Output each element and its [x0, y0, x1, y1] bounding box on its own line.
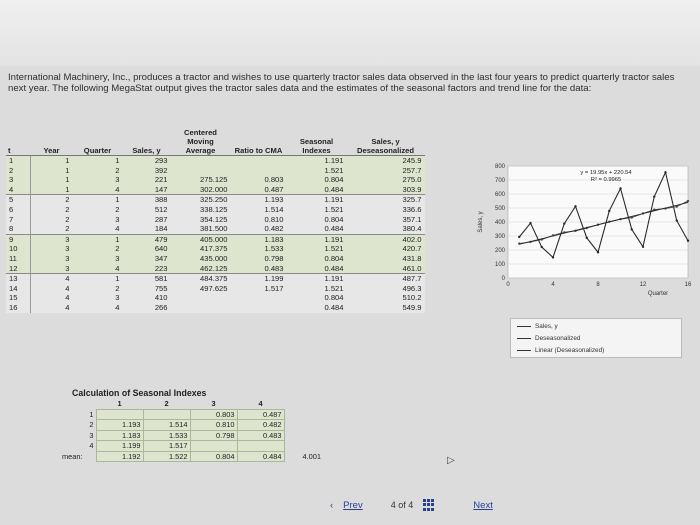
table-cell	[171, 293, 231, 303]
table-cell: 7	[6, 215, 31, 225]
table-cell	[171, 166, 231, 176]
col-header-year: Year	[31, 128, 73, 156]
table-cell: 15	[6, 293, 31, 303]
table-cell: 405.000	[171, 234, 231, 244]
question-text: International Machinery, Inc., produces a tractor and wishes to use quarterly tractor sales data observed in the last four years to predict quarterly tractor sales next year. The following MegaStat output gives the tractor sales data and the estimates of the seasonal factors and trend line for the data:	[8, 72, 675, 94]
table-cell: 462.125	[171, 264, 231, 274]
data-point	[619, 187, 621, 189]
table-cell: 5	[6, 195, 31, 205]
data-point	[586, 237, 588, 239]
chevron-left-icon[interactable]: ‹	[330, 499, 334, 511]
calc-col-header: 2	[164, 399, 169, 408]
table-cell: 3	[73, 215, 123, 225]
pagination	[330, 497, 540, 513]
table-cell: 2	[73, 166, 123, 176]
table-cell	[231, 303, 287, 313]
data-point	[597, 251, 599, 253]
table-cell: 402.0	[347, 234, 425, 244]
calc-cell: 0.803	[190, 409, 237, 420]
table-cell: 2	[31, 195, 73, 205]
table-cell: 581	[123, 274, 171, 284]
mean-label: mean:	[62, 451, 83, 461]
calc-col-header: 1	[117, 399, 122, 408]
table-cell: 2	[73, 244, 123, 254]
page-total: 4	[408, 500, 414, 510]
table-cell: 303.9	[347, 185, 425, 195]
calc-row	[60, 430, 323, 441]
table-cell	[231, 293, 287, 303]
table-row	[6, 224, 425, 234]
table-row	[6, 303, 425, 313]
table-cell: 13	[6, 274, 31, 284]
y-tick-label: 100	[494, 262, 505, 268]
next-button[interactable]: Next	[473, 499, 493, 511]
calc-cell	[143, 409, 190, 420]
table-cell: 287	[123, 215, 171, 225]
table-cell: 0.482	[231, 224, 287, 234]
table-cell: 0.484	[287, 303, 347, 313]
calc-row-label: 3	[89, 430, 94, 440]
calc-cell	[237, 441, 284, 452]
col-header-cma: Centered Moving Average	[171, 128, 231, 156]
y-tick-label: 600	[494, 192, 505, 198]
table-cell: 640	[123, 244, 171, 254]
table-row	[6, 244, 425, 254]
table-cell: 2	[6, 166, 31, 176]
y-tick-label: 200	[494, 248, 505, 254]
table-cell: 1	[31, 185, 73, 195]
prev-button[interactable]: Prev	[343, 499, 363, 511]
table-cell: 245.9	[347, 156, 425, 166]
data-point	[541, 246, 543, 248]
calc-cell: 1.517	[143, 441, 190, 452]
col-header-sales: Sales, y	[123, 128, 171, 156]
x-tick-label: 4	[551, 282, 555, 288]
table-cell: 275.125	[171, 175, 231, 185]
table-cell: 435.000	[171, 254, 231, 264]
table-cell	[171, 156, 231, 166]
table-cell: 4	[31, 303, 73, 313]
table-row	[6, 284, 425, 294]
table-cell: 2	[73, 284, 123, 294]
table-cell: 3	[31, 254, 73, 264]
table-cell: 147	[123, 185, 171, 195]
table-cell: 461.0	[347, 264, 425, 274]
col-header-t: t	[6, 128, 31, 156]
table-cell: 3	[73, 175, 123, 185]
mean-cell: 0.484	[237, 451, 284, 462]
y-tick-label: 500	[494, 206, 505, 212]
table-cell: 1.191	[287, 195, 347, 205]
calc-cell	[190, 441, 237, 452]
table-cell: 1	[73, 274, 123, 284]
x-tick-label: 12	[639, 282, 647, 288]
table-cell: 380.4	[347, 224, 425, 234]
data-point	[642, 246, 644, 248]
calc-cell: 0.483	[237, 430, 284, 441]
table-cell: 0.483	[231, 264, 287, 274]
table-cell: 4	[73, 264, 123, 274]
table-row	[6, 175, 425, 185]
calc-row-label: 2	[89, 420, 94, 429]
table-row	[6, 254, 425, 264]
table-cell: 3	[31, 234, 73, 244]
table-cell: 1	[73, 156, 123, 166]
table-cell: 302.000	[171, 185, 231, 195]
table-cell: 497.625	[171, 284, 231, 294]
table-cell: 357.1	[347, 215, 425, 225]
legend-label: Linear (Deseasonalized)	[535, 346, 605, 354]
table-cell: 3	[73, 293, 123, 303]
table-row	[6, 205, 425, 215]
table-cell: 0.484	[287, 224, 347, 234]
data-point	[518, 236, 520, 238]
table-cell: 0.804	[287, 254, 347, 264]
table-cell: 1.514	[231, 205, 287, 215]
table-cell: 0.487	[231, 185, 287, 195]
data-point	[664, 171, 666, 173]
table-cell: 4	[31, 284, 73, 294]
table-cell: 1.183	[231, 234, 287, 244]
data-point	[676, 219, 678, 221]
table-row	[6, 274, 425, 284]
table-cell: 347	[123, 254, 171, 264]
data-point	[631, 228, 633, 230]
table-cell: 325.7	[347, 195, 425, 205]
table-row	[6, 185, 425, 195]
table-cell	[231, 156, 287, 166]
megastat-output	[6, 128, 466, 313]
mean-cell: 1.192	[96, 451, 143, 462]
table-cell: 487.7	[347, 274, 425, 284]
col-header-quarter: Quarter	[73, 128, 123, 156]
table-cell: 336.6	[347, 205, 425, 215]
table-cell: 1.193	[231, 195, 287, 205]
chart-legend	[510, 318, 682, 358]
table-cell: 381.500	[171, 224, 231, 234]
table-row	[6, 215, 425, 225]
table-row	[6, 293, 425, 303]
table-cell: 223	[123, 264, 171, 274]
data-point	[563, 222, 565, 224]
table-row	[6, 195, 425, 205]
table-cell	[171, 303, 231, 313]
calc-row-label: 1	[89, 409, 94, 419]
col-header-ratio: Ratio to CMA	[231, 128, 287, 156]
table-cell: 4	[73, 185, 123, 195]
calc-cell: 0.810	[190, 420, 237, 431]
calc-row	[60, 441, 323, 452]
calc-cell: 0.487	[237, 409, 284, 420]
table-cell: 2	[31, 205, 73, 215]
table-cell: 1.191	[287, 274, 347, 284]
table-cell: 410	[123, 293, 171, 303]
trend-equation: y = 19.95x + 220.54	[580, 170, 632, 176]
table-cell: 4	[73, 224, 123, 234]
col-header-seasonal: Seasonal Indexes	[287, 128, 347, 156]
table-cell: 4	[6, 185, 31, 195]
y-tick-label: 0	[501, 276, 505, 282]
table-cell: 1	[31, 156, 73, 166]
table-cell: 3	[31, 264, 73, 274]
table-cell: 431.8	[347, 254, 425, 264]
table-row	[6, 166, 425, 176]
calc-table	[60, 399, 323, 462]
data-point	[653, 195, 655, 197]
table-cell: 8	[6, 224, 31, 234]
table-cell: 1	[31, 175, 73, 185]
table-cell: 496.3	[347, 284, 425, 294]
table-cell: 2	[73, 205, 123, 215]
x-tick-label: 0	[506, 282, 510, 288]
table-cell: 1.521	[287, 166, 347, 176]
table-cell: 293	[123, 156, 171, 166]
y-tick-label: 700	[494, 178, 505, 184]
table-cell: 4	[31, 293, 73, 303]
table-cell: 1	[6, 156, 31, 166]
table-cell: 1	[31, 166, 73, 176]
table-cell: 0.810	[231, 215, 287, 225]
table-cell: 4	[31, 274, 73, 284]
table-cell: 14	[6, 284, 31, 294]
legend-item-trend	[517, 345, 681, 355]
calc-col-header: 4	[258, 399, 263, 408]
x-tick-label: 8	[596, 282, 600, 288]
table-cell: 0.804	[287, 175, 347, 185]
calc-header-row	[60, 399, 323, 409]
x-axis-label: Quarter	[647, 291, 669, 297]
legend-label: Sales, y	[535, 322, 558, 330]
table-cell: 417.375	[171, 244, 231, 254]
table-cell: 0.804	[287, 293, 347, 303]
calc-row	[60, 420, 323, 431]
table-cell: 1	[73, 234, 123, 244]
table-row	[6, 234, 425, 244]
table-cell: 2	[31, 224, 73, 234]
table-cell: 9	[6, 234, 31, 244]
mean-cell: 1.522	[143, 451, 190, 462]
calc-title: Calculation of Seasonal Indexes	[72, 388, 207, 398]
table-cell: 755	[123, 284, 171, 294]
y-tick-label: 300	[494, 234, 505, 240]
table-cell: 0.803	[231, 175, 287, 185]
legend-label: Deseasonalized	[535, 334, 581, 342]
table-row	[6, 156, 425, 166]
table-cell: 221	[123, 175, 171, 185]
table-cell: 338.125	[171, 205, 231, 215]
calc-cell: 1.533	[143, 430, 190, 441]
calc-cell: 0.482	[237, 420, 284, 431]
table-cell: 392	[123, 166, 171, 176]
calc-row	[60, 409, 323, 420]
x-tick-label: 16	[684, 282, 692, 288]
calc-mean-row	[60, 451, 323, 462]
y-tick-label: 800	[494, 164, 505, 170]
legend-swatch-icon	[517, 338, 531, 339]
data-point	[687, 200, 689, 202]
table-cell: 266	[123, 303, 171, 313]
table-cell: 6	[6, 205, 31, 215]
col-header-deseasonalized: Sales, y Deseasonalized	[347, 128, 425, 156]
table-cell: 354.125	[171, 215, 231, 225]
table-cell: 1.199	[231, 274, 287, 284]
table-cell: 257.7	[347, 166, 425, 176]
data-point	[574, 205, 576, 207]
table-cell: 2	[31, 215, 73, 225]
data-point	[552, 256, 554, 258]
table-cell: 388	[123, 195, 171, 205]
table-cell: 484.375	[171, 274, 231, 284]
legend-swatch-icon	[517, 350, 531, 351]
y-tick-label: 400	[494, 220, 505, 226]
legend-item-sales	[517, 321, 681, 331]
table-cell: 0.798	[231, 254, 287, 264]
table-cell: 0.804	[287, 215, 347, 225]
table-cell: 1	[73, 195, 123, 205]
table-cell: 325.250	[171, 195, 231, 205]
table-cell: 3	[6, 175, 31, 185]
table-cell	[231, 166, 287, 176]
header-band	[0, 0, 700, 66]
table-cell: 4	[73, 303, 123, 313]
legend-swatch-icon	[517, 326, 531, 327]
y-axis-label: Sales, y	[478, 211, 484, 233]
table-cell: 420.7	[347, 244, 425, 254]
total-value: 4.001	[302, 451, 321, 461]
mouse-cursor-icon: ▷	[447, 455, 455, 466]
table-cell: 0.484	[287, 264, 347, 274]
table-cell: 1.533	[231, 244, 287, 254]
r-squared: R² = 0.9965	[590, 177, 622, 183]
table-cell: 10	[6, 244, 31, 254]
table-cell: 1.521	[287, 284, 347, 294]
page-indicator	[391, 500, 414, 510]
table-cell: 1.517	[231, 284, 287, 294]
table-cell: 0.484	[287, 185, 347, 195]
calc-cell: 1.514	[143, 420, 190, 431]
mean-cell: 0.804	[190, 451, 237, 462]
page-of: of	[398, 500, 406, 510]
table-cell: 184	[123, 224, 171, 234]
data-point	[687, 240, 689, 242]
table-cell: 3	[73, 254, 123, 264]
page-current: 4	[390, 500, 396, 510]
table-cell: 1.191	[287, 234, 347, 244]
calc-cell: 0.798	[190, 430, 237, 441]
data-point	[608, 210, 610, 212]
data-point	[529, 222, 531, 224]
table-cell: 479	[123, 234, 171, 244]
table-cell: 3	[31, 244, 73, 254]
table-cell: 1.191	[287, 156, 347, 166]
table-cell: 512	[123, 205, 171, 215]
table-cell: 510.2	[347, 293, 425, 303]
table-cell: 1.521	[287, 205, 347, 215]
seasonal-index-calculation	[60, 388, 380, 462]
calc-col-header: 3	[211, 399, 216, 408]
calc-cell: 1.199	[96, 441, 143, 452]
sales-chart	[470, 160, 698, 300]
table-cell: 1.521	[287, 244, 347, 254]
table-row	[6, 264, 425, 274]
calc-cell: 1.193	[96, 420, 143, 431]
table-cell: 275.0	[347, 175, 425, 185]
table-cell: 11	[6, 254, 31, 264]
grid-menu-icon[interactable]	[423, 499, 435, 511]
sales-table	[6, 128, 425, 313]
table-cell: 12	[6, 264, 31, 274]
table-cell: 549.9	[347, 303, 425, 313]
calc-cell	[96, 409, 143, 420]
table-cell: 16	[6, 303, 31, 313]
table-header-row	[6, 128, 425, 156]
calc-cell: 1.183	[96, 430, 143, 441]
legend-item-deseasonalized	[517, 333, 681, 343]
calc-row-label: 4	[89, 441, 94, 450]
